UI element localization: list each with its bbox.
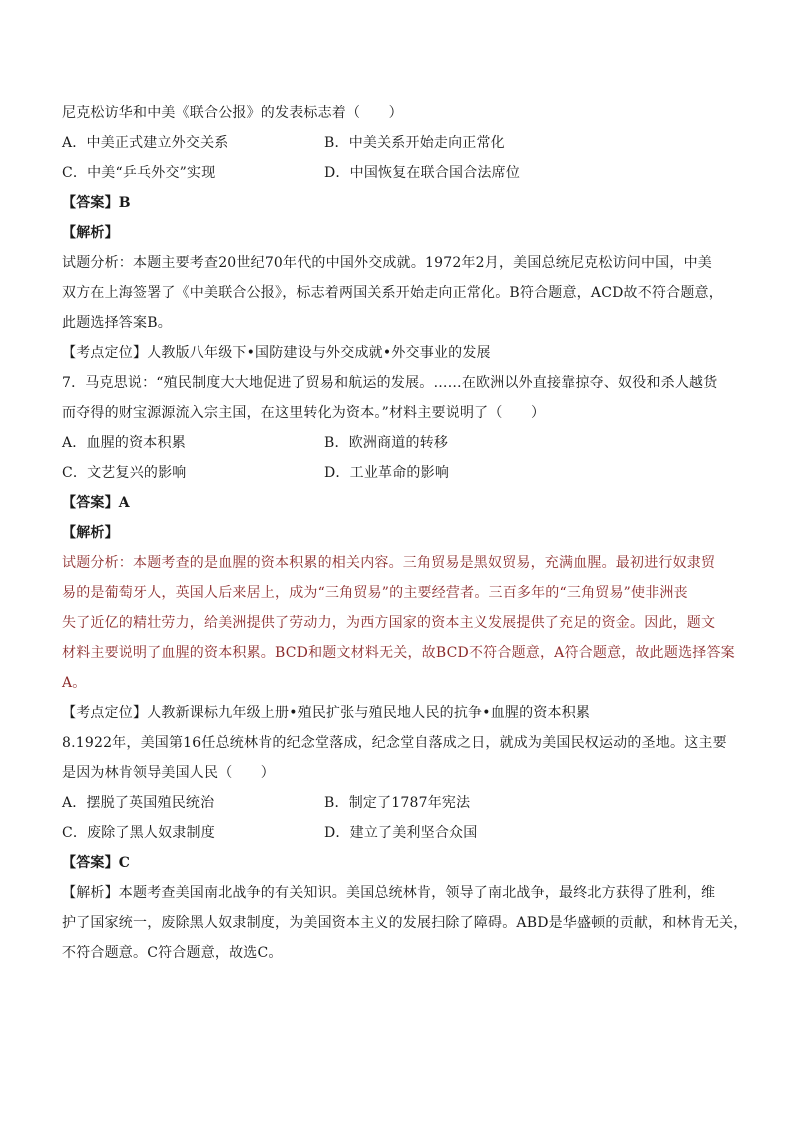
question-7-analysis-heading: 【解析】 [62, 525, 119, 541]
option-d: D．建立了美利坚合众国 [324, 825, 478, 841]
option-c: C．中美“乒乓外交”实现 [62, 165, 216, 181]
option-c: C．废除了黑人奴隶制度 [62, 825, 215, 841]
option-a: A．血腥的资本积累 [62, 435, 186, 451]
question-6-stem: 尼克松访华和中美《联合公报》的发表标志着（ ） [62, 105, 403, 121]
question-8-analysis-line: 不符合题意。C符合题意，故选C。 [62, 945, 283, 961]
question-7-answer: 【答案】A [62, 495, 130, 511]
question-7-stem-line: 而夺得的财宝源源流入宗主国，在这里转化为资本。”材料主要说明了（ ） [62, 405, 546, 421]
question-7-analysis-line: 失了近亿的精壮劳力，给美洲提供了劳动力，为西方国家的资本主义发展提供了充足的资金。因此，题文 [62, 615, 716, 631]
question-7-analysis-line: 试题分析：本题考查的是血腥的资本积累的相关内容。三角贸易是黑奴贸易，充满血腥。最初进行奴隶贸 [62, 555, 716, 571]
option-c: C．文艺复兴的影响 [62, 465, 187, 481]
question-6-knowledge-point: 【考点定位】人教版八年级下•国防建设与外交成就•外交事业的发展 [62, 345, 491, 361]
option-b: B．欧洲商道的转移 [324, 435, 449, 451]
question-8-analysis-line: 【解析】本题考查美国南北战争的有关知识。美国总统林肯，领导了南北战争，最终北方获得了胜利，维 [62, 885, 716, 901]
question-8-stem-line: 8.1922年，美国第16任总统林肯的纪念堂落成，纪念堂自落成之日，就成为美国民权运动的圣地。这主要 [62, 735, 727, 751]
option-b: B．中美关系开始走向正常化 [324, 135, 505, 151]
question-6-answer: 【答案】B [62, 195, 131, 211]
question-8-analysis-line: 护了国家统一，废除黑人奴隶制度，为美国资本主义的发展扫除了障碍。ABD是华盛顿的贡献，和林肯无关， [62, 915, 748, 931]
option-a: A．中美正式建立外交关系 [62, 135, 229, 151]
option-a: A．摆脱了英国殖民统治 [62, 795, 215, 811]
option-d: D．工业革命的影响 [324, 465, 450, 481]
question-8-options-row-2 [62, 818, 734, 848]
question-7-analysis-line: A。 [62, 675, 87, 691]
question-8-stem-line: 是因为林肯领导美国人民（ ） [62, 765, 275, 781]
question-7-stem-line: 7．马克思说：“殖民制度大大地促进了贸易和航运的发展。……在欧洲以外直接靠掠夺、奴役和杀人越货 [62, 375, 718, 391]
question-6-analysis-line: 试题分析：本题主要考查20世纪70年代的中国外交成就。1972年2月，美国总统尼克松访问中国，中美 [62, 255, 712, 271]
question-7-options-row-2 [62, 458, 734, 488]
option-d: D．中国恢复在联合国合法席位 [324, 165, 521, 181]
question-7-options-row-1 [62, 428, 734, 458]
question-7-analysis-line: 材料主要说明了血腥的资本积累。BCD和题文材料无关，故BCD不符合题意，A符合题意，故此题选择答案 [62, 645, 735, 661]
question-6-analysis-line: 双方在上海签署了《中美联合公报》，标志着两国关系开始走向正常化。B符合题意，ACD故不符合题意， [62, 285, 723, 301]
question-6-options-row-2 [62, 158, 734, 188]
question-6-analysis-line: 此题选择答案B。 [62, 315, 172, 331]
option-b: B．制定了1787年宪法 [324, 795, 471, 811]
document-page [62, 98, 748, 968]
question-7-knowledge-point: 【考点定位】人教新课标九年级上册•殖民扩张与殖民地人民的抗争•血腥的资本积累 [62, 705, 591, 721]
question-8-answer: 【答案】C [62, 855, 131, 871]
question-6-options-row-1 [62, 128, 734, 158]
question-8-options-row-1 [62, 788, 734, 818]
question-7-analysis-line: 易的是葡萄牙人，英国人后来居上，成为“三角贸易”的主要经营者。三百多年的“三角贸易”使非洲丧 [62, 585, 688, 601]
question-6-analysis-heading: 【解析】 [62, 225, 119, 241]
